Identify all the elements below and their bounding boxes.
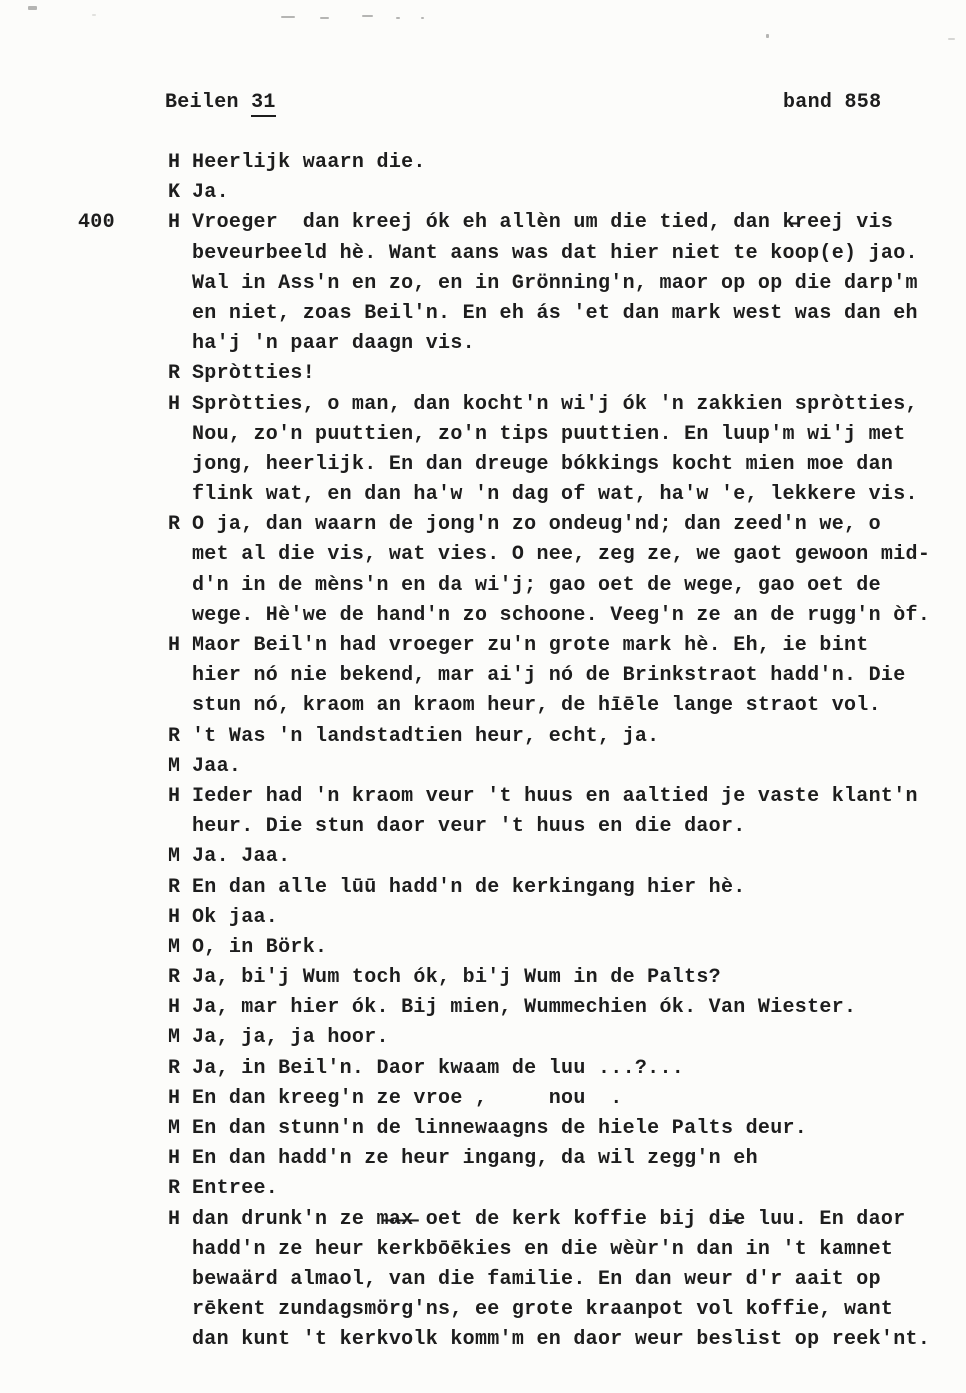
transcript-line [168, 299, 966, 329]
speaker-label: R [168, 724, 181, 748]
line-text: Ja, in Beil'n. Daor kwaam de luu ...?... [192, 1056, 685, 1080]
transcript-line [168, 148, 966, 178]
speaker-label: K [168, 181, 181, 205]
scan-speck [320, 17, 329, 19]
line-text: Maor Beil'n had vroeger zu'n grote mark hè. Eh, ie bint [192, 634, 869, 657]
transcript-line [168, 782, 966, 812]
line-text: jong, heerlijk. En dan dreuge bókkings kocht mien moe dan [192, 452, 894, 476]
speaker-label: R [168, 1056, 181, 1080]
line-text: bewaärd almaol, van die familie. En dan weur d'r aait op [192, 1267, 881, 1291]
transcript-line [168, 390, 966, 420]
line-text: heur. Die stun daor veur 't huus en die daor. [192, 815, 746, 839]
scan-speck [362, 15, 373, 17]
transcript-line [168, 1144, 966, 1174]
speaker-label: H [168, 1086, 181, 1110]
transcript-line [168, 239, 966, 269]
line-text: En dan alle lūū hadd'n de kerkingang hier hè. [192, 875, 746, 899]
transcript-line [168, 1295, 966, 1325]
speaker-label: R [168, 966, 181, 990]
line-text: dan kunt 't kerkvolk komm'm en daor weur beslist op reek'nt. [192, 1328, 931, 1352]
speaker-label: M [168, 845, 181, 869]
transcript-line [78, 208, 966, 238]
transcript [78, 148, 966, 1356]
line-text: O, in Börk. [192, 935, 328, 959]
line-text: Nou, zo'n puuttien, zo'n tips puuttien. En luup'm wi'j met [192, 422, 906, 446]
transcript-line [168, 1265, 966, 1295]
line-text: Entree. [192, 1177, 279, 1201]
line-text: wege. Hè'we de hand'n zo schoone. Veeg'n ze an de rugg'n òf. [192, 603, 931, 627]
transcript-line [168, 1054, 966, 1084]
line-text: beveurbeeld hè. Want aans was dat hier niet te koop(e) jao. [192, 241, 918, 265]
transcript-line [168, 661, 966, 691]
transcript-line [168, 450, 966, 480]
speaker-label: H [168, 784, 181, 808]
page-number-underlined: 31 [251, 91, 276, 117]
transcript-line [168, 1023, 966, 1053]
scan-speck [281, 16, 295, 18]
speaker-label: M [168, 1117, 181, 1140]
line-text: en niet, zoas Beil'n. En eh ás 'et dan mark west was dan eh [192, 301, 918, 325]
speaker-label: H [168, 634, 181, 657]
transcript-line [168, 752, 966, 782]
speaker-label: M [168, 935, 181, 959]
line-text: O ja, dan waarn de jong'n zo ondeug'nd; dan zeed'n we, o [192, 513, 881, 537]
line-text: Wal in Ass'n en zo, en in Grönning'n, maor op op die darp'm [192, 271, 918, 295]
band-label: band 858 [783, 91, 882, 114]
speaker-label: H [168, 1147, 181, 1171]
line-text: En dan kreeg'n ze vroe , nou . [192, 1086, 623, 1110]
transcript-line [168, 510, 966, 540]
page-title-text: Beilen [165, 91, 252, 114]
transcript-line [168, 1235, 966, 1265]
line-text: Heerlijk waarn die. [192, 151, 426, 174]
line-text: flink wat, en dan ha'w 'n dag of wat, ha'w 'e, lekkere vis. [192, 483, 918, 507]
line-text: stun nó, kraom an kraom heur, de hīēle lange straot vol. [192, 694, 881, 718]
transcript-line [168, 933, 966, 963]
transcript-line [168, 812, 966, 842]
speaker-label: R [168, 513, 181, 537]
line-text: rēkent zundagsmörg'ns, ee grote kraanpot vol koffie, want [192, 1298, 894, 1322]
scan-speck [766, 34, 769, 38]
line-text: dan drunk'n ze m̶a̶x̶ oet de kerk koffie bij di̶e luu. En daor [192, 1207, 906, 1231]
transcript-line [168, 1205, 966, 1235]
line-text: 't Was 'n landstadtien heur, echt, ja. [192, 724, 660, 748]
transcript-line [168, 1325, 966, 1355]
transcript-line [168, 571, 966, 601]
speaker-label: M [168, 1026, 181, 1050]
transcript-line [168, 540, 966, 570]
line-text: Spròtties! [192, 362, 316, 386]
transcript-line [168, 178, 966, 208]
transcript-line [168, 993, 966, 1023]
speaker-label: H [168, 905, 181, 929]
line-text: Ok jaa. [192, 905, 279, 929]
scan-speck [421, 17, 424, 19]
transcript-line [168, 269, 966, 299]
transcript-line [168, 329, 966, 359]
transcript-line [168, 1114, 966, 1144]
line-text: hier nó nie bekend, mar ai'j nó de Brinkstraot hadd'n. Die [192, 664, 906, 688]
scan-speck [92, 14, 96, 16]
line-text: Jaa. [192, 754, 242, 778]
speaker-label: H [168, 392, 181, 416]
transcript-line [168, 873, 966, 903]
scan-speck [948, 38, 955, 40]
speaker-label: H [168, 151, 181, 174]
line-text: Ja, ja, ja hoor. [192, 1026, 389, 1050]
line-text: Ja, bi'j Wum toch ók, bi'j Wum in de Palts? [192, 966, 721, 990]
line-text: hadd'n ze heur kerkbōēkies en die wèùr'n dan in 't kamnet [192, 1237, 894, 1261]
page-title [165, 88, 276, 118]
margin-line-number: 400 [78, 211, 115, 235]
transcript-line [168, 631, 966, 661]
line-text: En dan stunn'n de linnewaagns de hiele Palts deur. [192, 1117, 808, 1140]
transcript-line [168, 1174, 966, 1204]
transcript-line [168, 601, 966, 631]
line-text: d'n in de mèns'n en da wi'j; gao oet de wege, gao oet de [192, 573, 881, 597]
line-text: Spròtties, o man, dan kocht'n wi'j ók 'n zakkien spròtties, [192, 392, 918, 416]
transcript-line [168, 691, 966, 721]
line-text: Ja. Jaa. [192, 845, 291, 869]
scan-speck [28, 6, 37, 10]
line-text: met al die vis, wat vies. O nee, zeg ze, we gaot gewoon mid- [192, 543, 931, 567]
line-text: ha'j 'n paar daagn vis. [192, 332, 475, 356]
speaker-label: H [168, 211, 181, 235]
transcript-line [168, 1084, 966, 1114]
speaker-label: R [168, 362, 181, 386]
line-text: Ja, mar hier ók. Bij mien, Wummechien ók. Van Wiester. [192, 996, 857, 1020]
speaker-label: M [168, 754, 181, 778]
line-text: En dan hadd'n ze heur ingang, da wil zegg'n eh [192, 1147, 758, 1171]
transcript-line [168, 842, 966, 872]
transcript-line [168, 359, 966, 389]
speaker-label: H [168, 1207, 181, 1231]
line-text: Ja. [192, 181, 229, 205]
transcript-line [168, 963, 966, 993]
transcript-line [168, 903, 966, 933]
line-text: Vroeger dan kreej ók eh allèn um die tied, dan k̶reej vis [192, 211, 894, 235]
transcript-line [168, 480, 966, 510]
line-text: Ieder had 'n kraom veur 't huus en aaltied je vaste klant'n [192, 784, 918, 808]
speaker-label: H [168, 996, 181, 1020]
scan-speck [396, 17, 400, 19]
transcript-line [168, 420, 966, 450]
transcript-line [168, 722, 966, 752]
speaker-label: R [168, 1177, 181, 1201]
speaker-label: R [168, 875, 181, 899]
